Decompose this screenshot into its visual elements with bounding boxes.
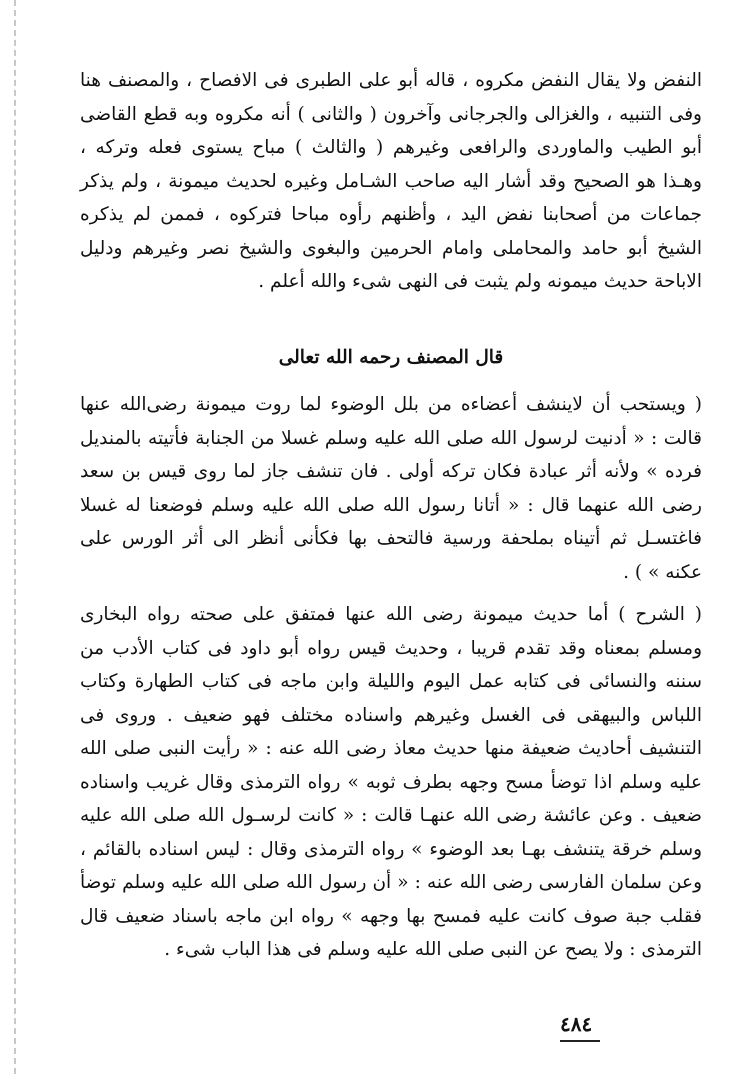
- sharh-label: ( الشرح ): [618, 604, 702, 625]
- paragraph-commentary: [80, 598, 702, 967]
- page-number: ٤٨٤: [560, 1012, 593, 1036]
- page-number-underline: [560, 1040, 600, 1042]
- binding-edge-line: [14, 0, 18, 1074]
- commentary-text: أما حديث ميمونة رضى الله عنها فمتفق على صحته رواه البخارى ومسلم بمعناه وقد تقدم قريبا ، وحديث قيس رواه أبو داود فى كتاب الأدب من سننه والنسائى فى كتابه عمل اليوم والليلة وابن ماجه فى كتاب الطهارة وكتاب اللباس والبيهقى فى الغسل وغيرهم واسناده مختلف فهو ضعيف . وروى فى التنشيف أحاديث ضعيفة منها حديث معاذ رضى الله عنه : « رأيت النبى صلى الله عليه وسلم اذا توضأ مسح وجهه بطرف ثوبه » رواه الترمذى وقال غريب واسناده ضعيف . وعن عائشة رضى الله عنهـا قالت : « كانت لرسـول الله صلى الله عليه وسلم خرقة يتنشف بهـا بعد الوضوء » رواه الترمذى وقال : ليس اسناده بالقائم ، وعن سلمان الفارسى رضى الله عنه : « أن رسول الله صلى الله عليه وسلم توضأ فقلب جبة صوف كانت عليه فمسح بها وجهه » رواه ابن ماجه باسناد ضعيف قال الترمذى : ولا يصح عن النبى صلى الله عليه وسلم فى هذا الباب شىء .: [80, 604, 702, 960]
- section-heading: قال المصنف رحمه الله تعالى: [278, 347, 504, 368]
- paragraph-author-text: ( ويستحب أن لاينشف أعضاءه من بلل الوضوء لما روت ميمونة رضى‌الله عنها قالت : « أدنيت لرسول الله صلى الله عليه وسلم غسلا من الجنابة فأتيته بالمنديل فرده » ولأنه أثر عبادة فكان تركه أولى . فان تنشف جاز لما روى قيس بن سعد رضى الله عنهما قال : « أتانا رسول الله صلى الله عليه وسلم فوضعنا له غسلا فاغتسـل ثم أتيناه بملحفة ورسية فالتحف بها فكأنى أنظر الى أثر الورس على عكنه » ) .: [80, 394, 702, 583]
- paragraph-nafd-ruling: النفض ولا يقال النفض مكروه ، قاله أبو على الطبرى فى الافصاح ، والمصنف هنا وفى التنبيه ، والغزالى والجرجانى وآخرون ( والثانى ) أنه مكروه وبه قطع القاضى أبو الطيب والماوردى والرافعى وغيرهم ( والثالث ) مباح يستوى فعله وتركه ، وهـذا هو الصحيح وقد أشار اليه صاحب الشـامل وغيره لحديث ميمونة ، ولم يذكر جماعات من أصحابنا نفض اليد ، وأظنهم رأوه مباحا فتركوه ، فممن لم يذكره الشيخ أبو حامد والمحاملى وامام الحرمين والبغوى والشيخ نصر وغيرهم ودليل الاباحة حديث ميمونه ولم يثبت فى النهى شىء والله أعلم .: [80, 70, 702, 292]
